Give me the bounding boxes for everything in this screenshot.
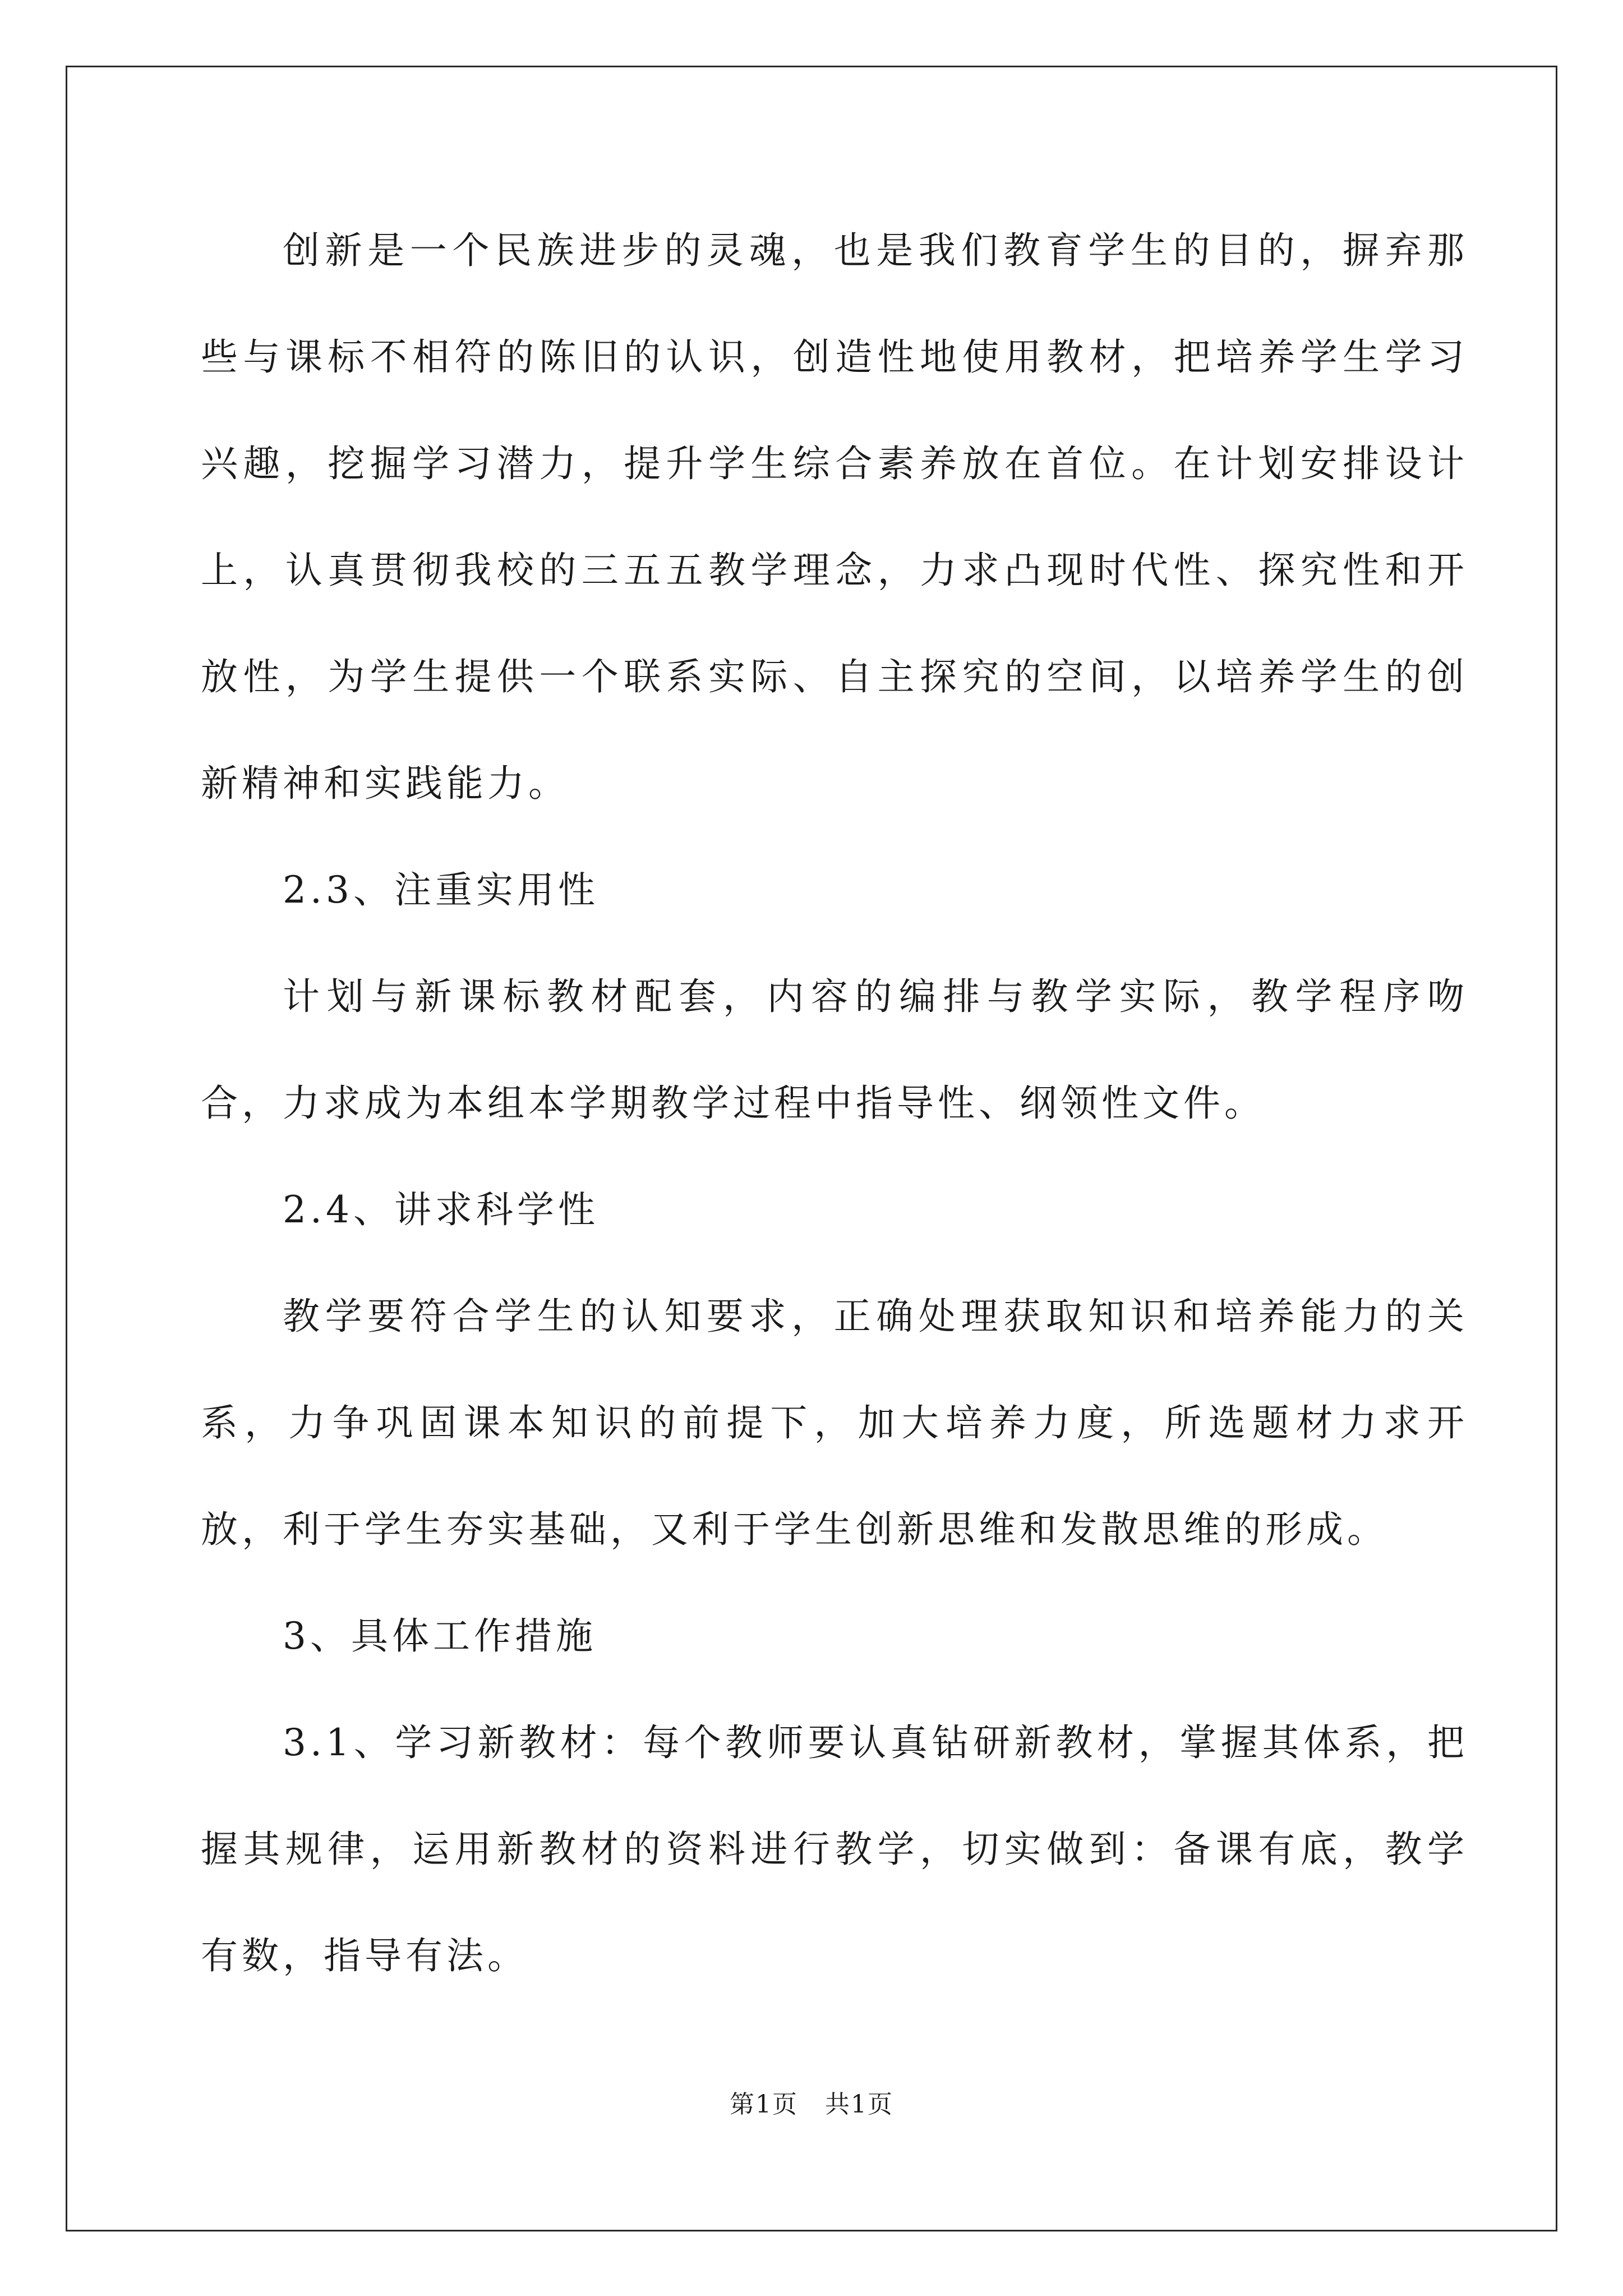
page-footer bbox=[0, 2088, 1623, 2122]
paragraph-innovation: 创新是一个民族进步的灵魂，也是我们教育学生的目的，摒弃那些与课标不相符的陈旧的认识，创造性地使用教材，把培养学生学习兴趣，挖掘学习潜力，提升学生综合素养放在首位。在计划安排设计上，认真贯彻我校的三五五教学理念，力求凸现时代性、探究性和开放性，为学生提供一个联系实际、自主探究的空间，以培养学生的创新精神和实践能力。 bbox=[201, 229, 1468, 805]
paragraph-scientific: 教学要符合学生的认知要求，正确处理获取知识和培养能力的关系，力争巩固课本知识的前提下，加大培养力度，所选题材力求开放，利于学生夯实基础，又利于学生创新思维和发散思维的形成。 bbox=[201, 1295, 1468, 1551]
heading-3: 3、具体工作措施 bbox=[283, 1614, 597, 1658]
heading-2-3: 2.3、注重实用性 bbox=[283, 868, 599, 912]
paragraph-practicality: 计划与新课标教材配套，内容的编排与教学实际，教学程序吻合，力求成为本组本学期教学过程中指导性、纲领性文件。 bbox=[201, 975, 1468, 1125]
page-number: 第1页 bbox=[730, 2090, 799, 2119]
paragraph-new-materials: 3.1、学习新教材：每个教师要认真钻研新教材，掌握其体系，把握其规律，运用新教材的资料进行教学，切实做到：备课有底，教学有数，指导有法。 bbox=[201, 1721, 1468, 1977]
heading-2-4: 2.4、讲求科学性 bbox=[283, 1188, 599, 1231]
page-total: 共1页 bbox=[824, 2090, 893, 2119]
document-body bbox=[201, 197, 1468, 2009]
